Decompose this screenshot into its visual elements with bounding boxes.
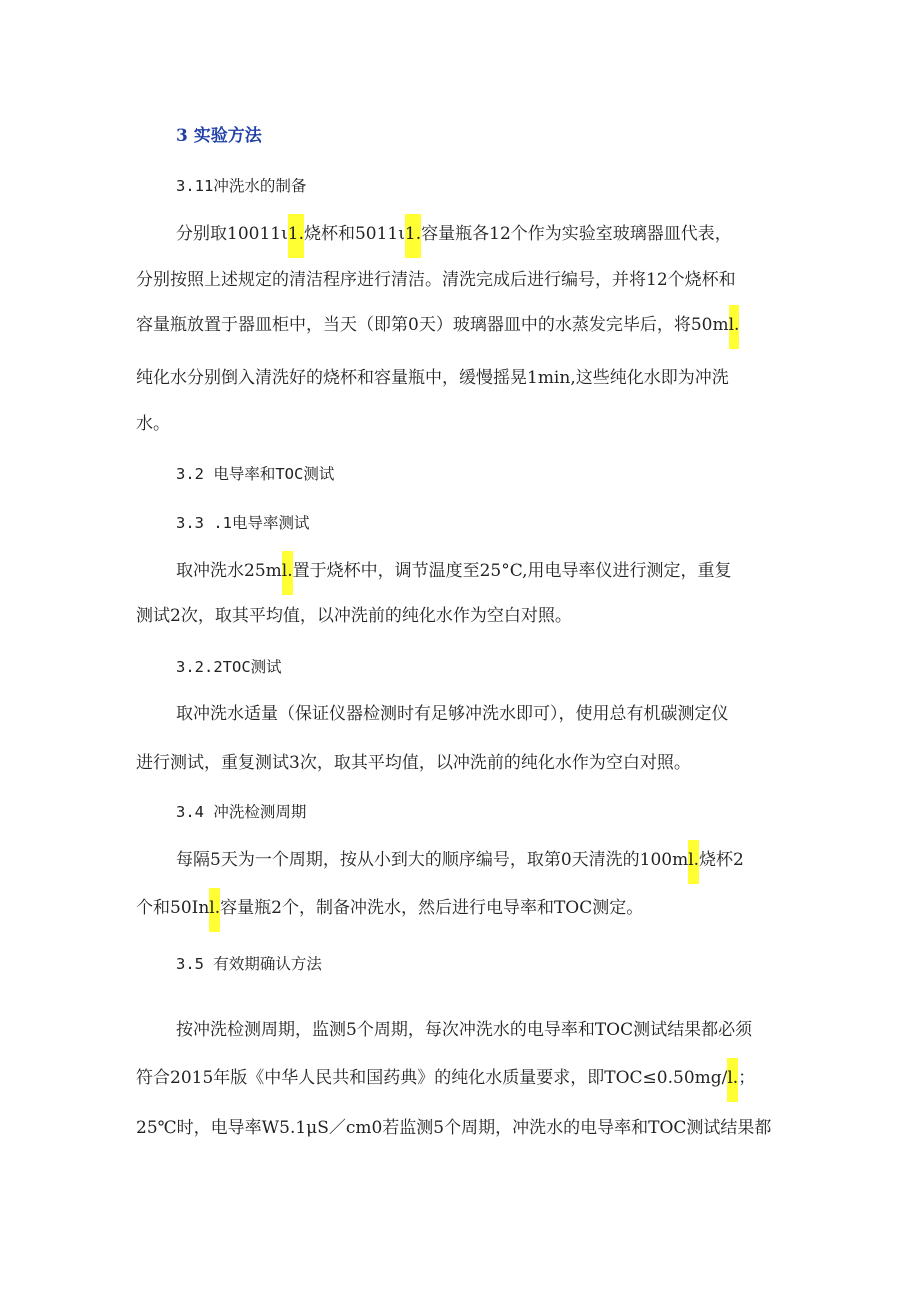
highlight-mark: 1. [288, 214, 304, 258]
highlight-mark: l. [209, 888, 220, 932]
paragraph-1-line-4: 纯化水分别倒入清洗好的烧杯和容量瓶中，缓慢摇晃1min,这些纯化水即为冲洗 [136, 368, 729, 388]
highlight-mark: l. [688, 840, 699, 884]
text: 取冲洗水25m [176, 561, 282, 581]
text: 容量瓶2个，制备冲洗水，然后进行电导率和TOC测定。 [220, 898, 644, 918]
text: 烧杯2 [699, 850, 744, 870]
section-3-4-title: 3.4 冲洗检测周期 [176, 803, 307, 821]
paragraph-5-line-1: 按冲洗检测周期，监测5个周期，每次冲洗水的电导率和TOC测试结果都必须 [176, 1020, 753, 1040]
section-heading-3: 3 实验方法 [176, 126, 262, 146]
paragraph-5-line-2 [136, 1066, 755, 1090]
section-3-2-2-title: 3.2.2TOC测试 [176, 658, 282, 676]
paragraph-1-line-3 [136, 313, 739, 337]
paragraph-3-line-2: 进行测试，重复测试3次，取其平均值，以冲洗前的纯化水作为空白对照。 [136, 753, 691, 773]
text: 符合2015年版《中华人民共和国药典》的纯化水质量要求，即TOC≤0.50mg/ [136, 1068, 728, 1088]
paragraph-4-line-2 [136, 896, 643, 920]
text: ； [738, 1068, 756, 1088]
text: 容量瓶放置于器皿柜中，当天（即第0天）玻璃器皿中的水蒸发完毕后，将50m [136, 315, 729, 335]
text: 置于烧杯中，调节温度至25°C,用电导率仪进行测定，重复 [292, 561, 732, 581]
paragraph-5-line-3: 25℃时，电导率W5.1μS／cm0若监测5个周期，冲洗水的电导率和TOC测试结果都 [136, 1118, 772, 1138]
highlight-mark: l. [727, 1058, 738, 1102]
paragraph-3-line-1: 取冲洗水适量（保证仪器检测时有足够冲洗水即可），使用总有机碳测定仪 [176, 704, 729, 724]
paragraph-1-line-1 [176, 222, 732, 246]
highlight-mark: 1. [405, 214, 421, 258]
paragraph-4-line-1 [176, 848, 744, 872]
section-3-3-title: 3.3 .1电导率测试 [176, 514, 310, 532]
paragraph-1-line-5: 水。 [136, 414, 170, 434]
text: 烧杯和5011ι [303, 224, 405, 244]
text: 分别取10011ι [176, 224, 288, 244]
section-3-5-title: 3.5 有效期确认方法 [176, 955, 322, 973]
highlight-mark: l. [282, 551, 293, 595]
text: 个和50In [136, 898, 210, 918]
highlight-mark: l. [729, 305, 740, 349]
section-3-2-title: 3.2 电导率和TOC测试 [176, 465, 335, 483]
paragraph-2-line-2: 测试2次，取其平均值，以冲洗前的纯化水作为空白对照。 [136, 606, 572, 626]
text: 每隔5天为一个周期，按从小到大的顺序编号，取第0天清洗的100m [176, 850, 689, 870]
paragraph-1-line-2: 分别按照上述规定的清洁程序进行清洁。清洗完成后进行编号，并将12个烧杯和 [136, 270, 736, 290]
section-3-1-1-title: 3.11冲洗水的制备 [176, 177, 307, 195]
text: 容量瓶各12个作为实验室玻璃器皿代表， [421, 224, 732, 244]
paragraph-2-line-1 [176, 559, 732, 583]
